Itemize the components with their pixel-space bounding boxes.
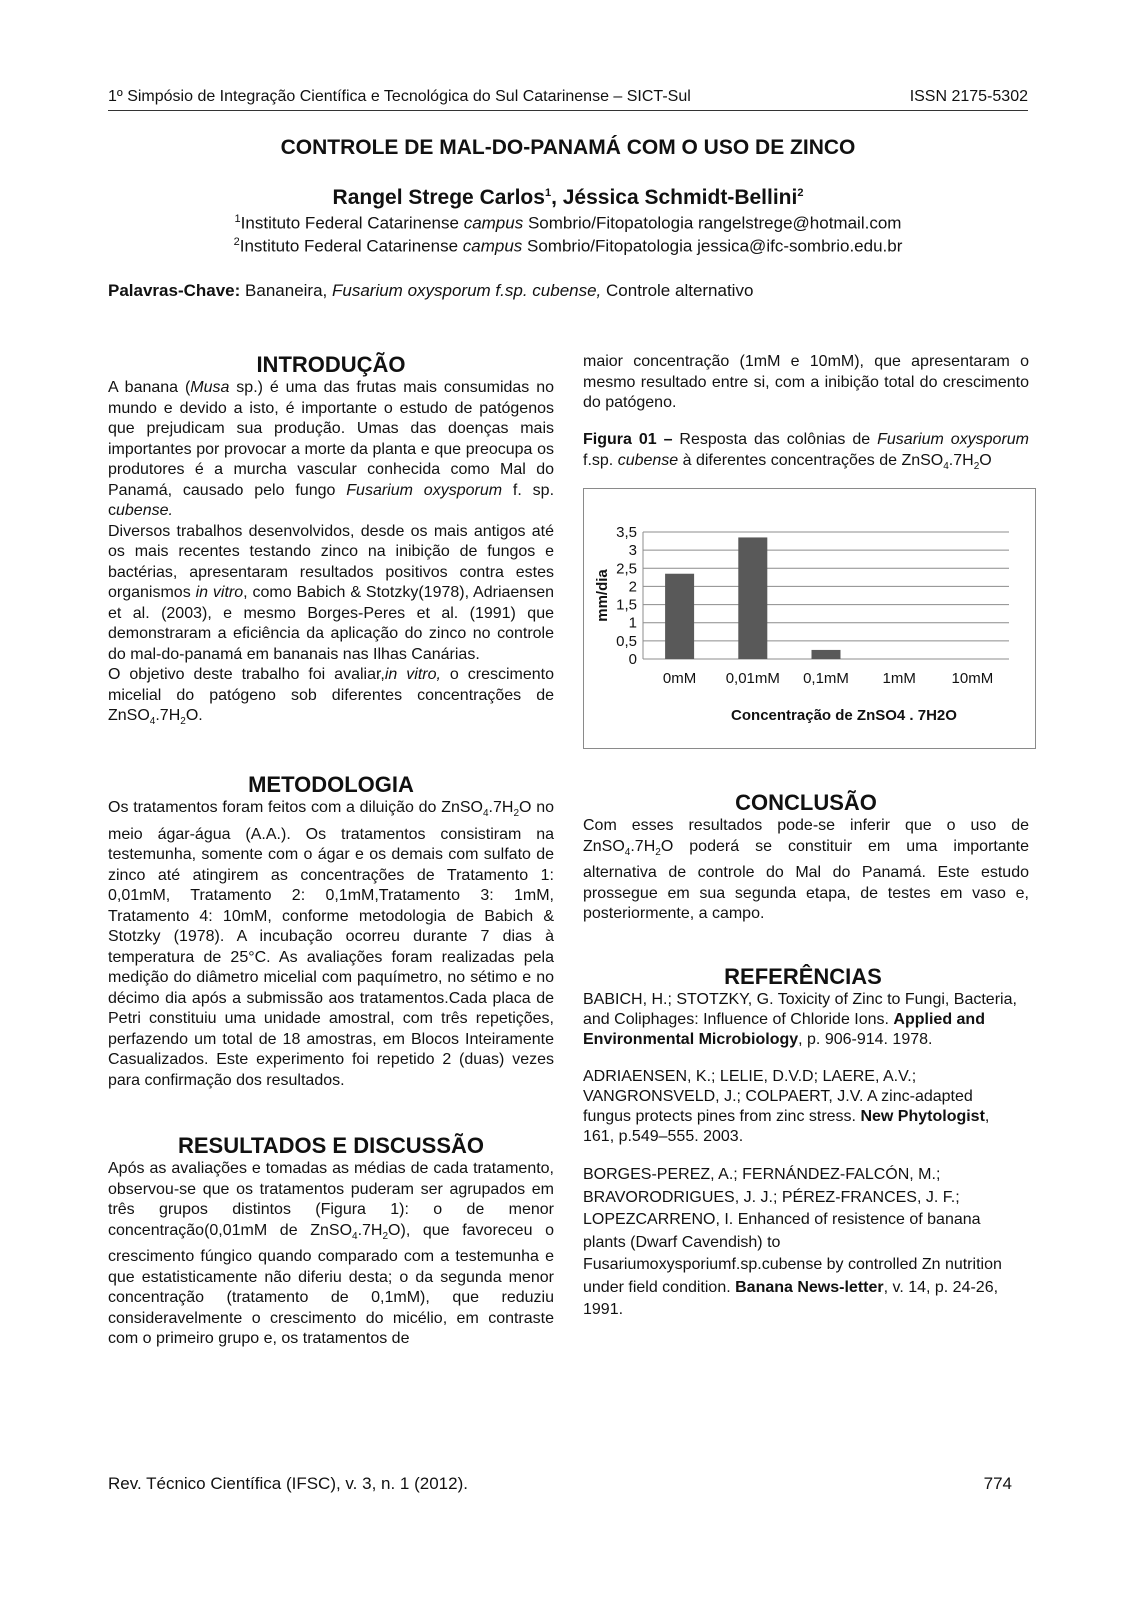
- heading-metodologia: METODOLOGIA: [248, 772, 414, 797]
- y-tick-label: 2,5: [616, 560, 637, 578]
- heading-introducao: INTRODUÇÃO: [256, 352, 406, 377]
- intro-paragraph-3: O objetivo deste trabalho foi avaliar,in vitro, o crescimento micelial do patógeno sob diferentes concentrações de $ZnSO_4.7H_2O$.: [108, 666, 554, 728]
- heading-conclusao: CONCLUSÃO: [735, 790, 877, 815]
- running-header: [108, 88, 1028, 111]
- keywords-text-1: Bananeira,: [240, 281, 332, 300]
- y-tick-label: 3: [628, 542, 637, 560]
- keywords-text-2: Controle alternativo: [601, 281, 754, 300]
- resultados-continuation: [583, 352, 1029, 414]
- section-conclusao: [583, 790, 1029, 925]
- y-tick-label: 1,5: [616, 596, 637, 614]
- reference-3: BORGES-PEREZ, A.; FERNÁNDEZ-FALCÓN, M.; BRAVORODRIGUES, J. J.; PÉREZ-FRANCES, J. F.; LOPEZCARRENO, I. Enhanced of resistence of banana plants (Dwarf Cavendish) to Fusariumoxysporiumf.sp.cubense by controlled Zn nutrition under field condition. Banana News-letter, v. 14, p. 24-26, 1991.: [583, 1166, 1002, 1318]
- affiliation-1-campus: campus: [463, 213, 524, 233]
- x-tick-label: 10mM: [951, 670, 994, 687]
- y-tick-label: 3,5: [616, 524, 637, 541]
- author-separator: ,: [551, 186, 563, 209]
- section-introducao: [108, 352, 554, 733]
- page-footer: [108, 1474, 1012, 1494]
- affiliation-2-post: Sombrio/Fitopatologia jessica@ifc-sombrio.edu.br: [522, 236, 903, 256]
- section-referencias: [583, 964, 1023, 1322]
- keywords-label: Palavras-Chave:: [108, 281, 241, 300]
- heading-resultados: RESULTADOS E DISCUSSÃO: [178, 1133, 484, 1158]
- figure-chart: [583, 488, 1036, 749]
- issn: ISSN 2175-5302: [909, 88, 1028, 105]
- resultados-continuation-text: maior concentração (1mM e 10mM), que apresentaram o mesmo resultado entre si, com a inibição total do crescimento do patógeno.: [583, 353, 1029, 411]
- y-axis-label: mm/dia: [594, 569, 611, 622]
- author-2-sup: 2: [797, 187, 804, 199]
- y-tick-label: 0: [628, 651, 637, 668]
- keywords-italic: Fusarium oxysporum f.sp. cubense,: [332, 281, 602, 300]
- x-tick-label: 1mM: [882, 670, 916, 687]
- journal-citation: Rev. Técnico Científica (IFSC), v. 3, n. 1 (2012).: [108, 1474, 468, 1493]
- y-tick-label: 2: [628, 578, 637, 596]
- paper-title: CONTROLE DE MAL-DO-PANAMÁ COM O USO DE ZINCO: [280, 136, 856, 159]
- authors: [108, 186, 1028, 210]
- section-metodologia: [108, 772, 554, 1091]
- heading-referencias: REFERÊNCIAS: [724, 964, 882, 989]
- figure-label: Figura 01 –: [583, 431, 673, 448]
- y-tick-label: 1: [628, 614, 637, 632]
- affiliation-2-pre: Instituto Federal Catarinense: [239, 236, 463, 256]
- affiliation-2-campus: campus: [462, 236, 523, 256]
- affiliation-1-pre: Instituto Federal Catarinense: [240, 213, 464, 233]
- keywords: [108, 281, 1028, 301]
- page-number: 774: [983, 1474, 1012, 1493]
- figure-caption: Figura 01 – Resposta das colônias de Fusarium oxysporum f.sp. cubense à diferentes concentrações de $ZnSO_4.7H_2O$: [583, 431, 1030, 472]
- y-tick-label: 0,5: [616, 632, 637, 650]
- bar-0,1mM: [812, 650, 841, 659]
- metodologia-paragraph: Os tratamentos foram feitos com a diluição do $ZnSO_4.7H_2O$ no meio ágar-água (A.A.). Os tratamentos consistiram na testemunha, somente com o ágar e os demais com sulfato de zinco até atingirem as concentrações de Tratamento 1: 0,01mM, Tratamento 2: 0,1mM,Tratamento 3: 1mM, Tratamento 4: 10mM, conforme metodologia de Babich & Stotzky (1978). A incubação ocorreu durante 7 dias à temperatura de 25°C. As avaliações foram realizadas pela medição do diâmetro micelial com paquímetro, no sétimo e no décimo dia após a submissão aos tratamentos.Cada placa de Petri constituiu uma unidade amostral, com três repetições, perfazendo um total de 18 amostras, em Blocos Inteiramente Casualizados. Este experimento foi repetido 2 (duas) vezes para confirmação dos resultados.: [108, 799, 554, 1089]
- bar-0,01mM: [738, 537, 767, 659]
- x-axis-label: Concentração de ZnSO4 . 7H2O: [731, 707, 957, 724]
- x-tick-label: 0,1mM: [803, 670, 849, 687]
- affiliation-2: [108, 236, 1028, 257]
- resultados-paragraph: Após as avaliações e tomadas as médias de cada tratamento, observou-se que os tratamentos puderam ser agrupados em três grupos distintos (Figura 1): o de menor concentração(0,01mM de $ZnSO_4.7H_2O$), que favoreceu o crescimento fúngico quando comparado com a testemunha e que estatisticamente não diferiu desta; o da segunda menor concentração (tratamento de 0,1mM), que reduziu consideravelmente o crescimento do micélio, em contraste com o primeiro grupo e, os tratamentos de: [108, 1160, 554, 1348]
- section-resultados: [108, 1133, 554, 1350]
- conference-name: 1º Simpósio de Integração Científica e Tecnológica do Sul Catarinense – SICT-Sul: [108, 88, 691, 105]
- intro-paragraph-2: Diversos trabalhos desenvolvidos, desde os mais antigos até os mais recentes testando zinco na inibição de fungos e bactérias, apresentaram resultados positivos contra estes organismos in vitro, como Babich & Stotzky(1978), Adriaensen et al. (2003), e mesmo Borges-Peres et al. (1991) que demonstraram a eficiência da aplicação do zinco no controle do mal-do-panamá em bananais nas Ilhas Canárias.: [108, 522, 555, 663]
- intro-paragraph-1: A banana (Musa sp.) é uma das frutas mais consumidas no mundo e devido a isto, é importante o estudo de patógenos que prejudicam sua produção. Umas das doenças mais importantes por provocar a morte da planta e que preocupa os produtores é a murcha vascular conhecida como Mal do Panamá, causado pelo fungo Fusarium oxysporum f. sp. cubense.: [108, 379, 555, 519]
- affiliation-1-post: Sombrio/Fitopatologia rangelstrege@hotmail.com: [523, 213, 902, 233]
- affiliation-1: [108, 213, 1028, 234]
- bar-chart: [584, 489, 1035, 748]
- author-2: Jéssica Schmidt-Bellini: [562, 186, 798, 209]
- x-tick-label: 0mM: [662, 670, 697, 687]
- reference-2: ADRIAENSEN, K.; LELIE, D.V.D; LAERE, A.V.; VANGRONSVELD, J.; COLPAERT, J.V. A zinc-adapted fungus protects pines from zinc stress. New Phytologist, 161, p.549–555. 2003.: [583, 1068, 990, 1145]
- bar-0mM: [665, 574, 694, 659]
- author-1: Rangel Strege Carlos: [332, 186, 545, 209]
- affiliation-1-sup: 1: [234, 213, 241, 225]
- reference-1: BABICH, H.; STOTZKY, G. Toxicity of Zinc to Fungi, Bacteria, and Coliphages: Influence of Chloride Ions. Applied and Environmental Microbiology, p. 906-914. 1978.: [583, 991, 1017, 1048]
- author-1-sup: 1: [544, 187, 552, 199]
- conclusao-paragraph: Com esses resultados pode-se inferir que o uso de $ZnSO_4.7H_2O$ poderá se constituir em uma importante alternativa de controle do Mal do Panamá. Este estudo prossegue em sua segunda etapa, de testes em vaso e, posteriormente, a campo.: [583, 817, 1029, 923]
- x-tick-label: 0,01mM: [725, 670, 780, 687]
- affiliation-2-sup: 2: [233, 236, 240, 248]
